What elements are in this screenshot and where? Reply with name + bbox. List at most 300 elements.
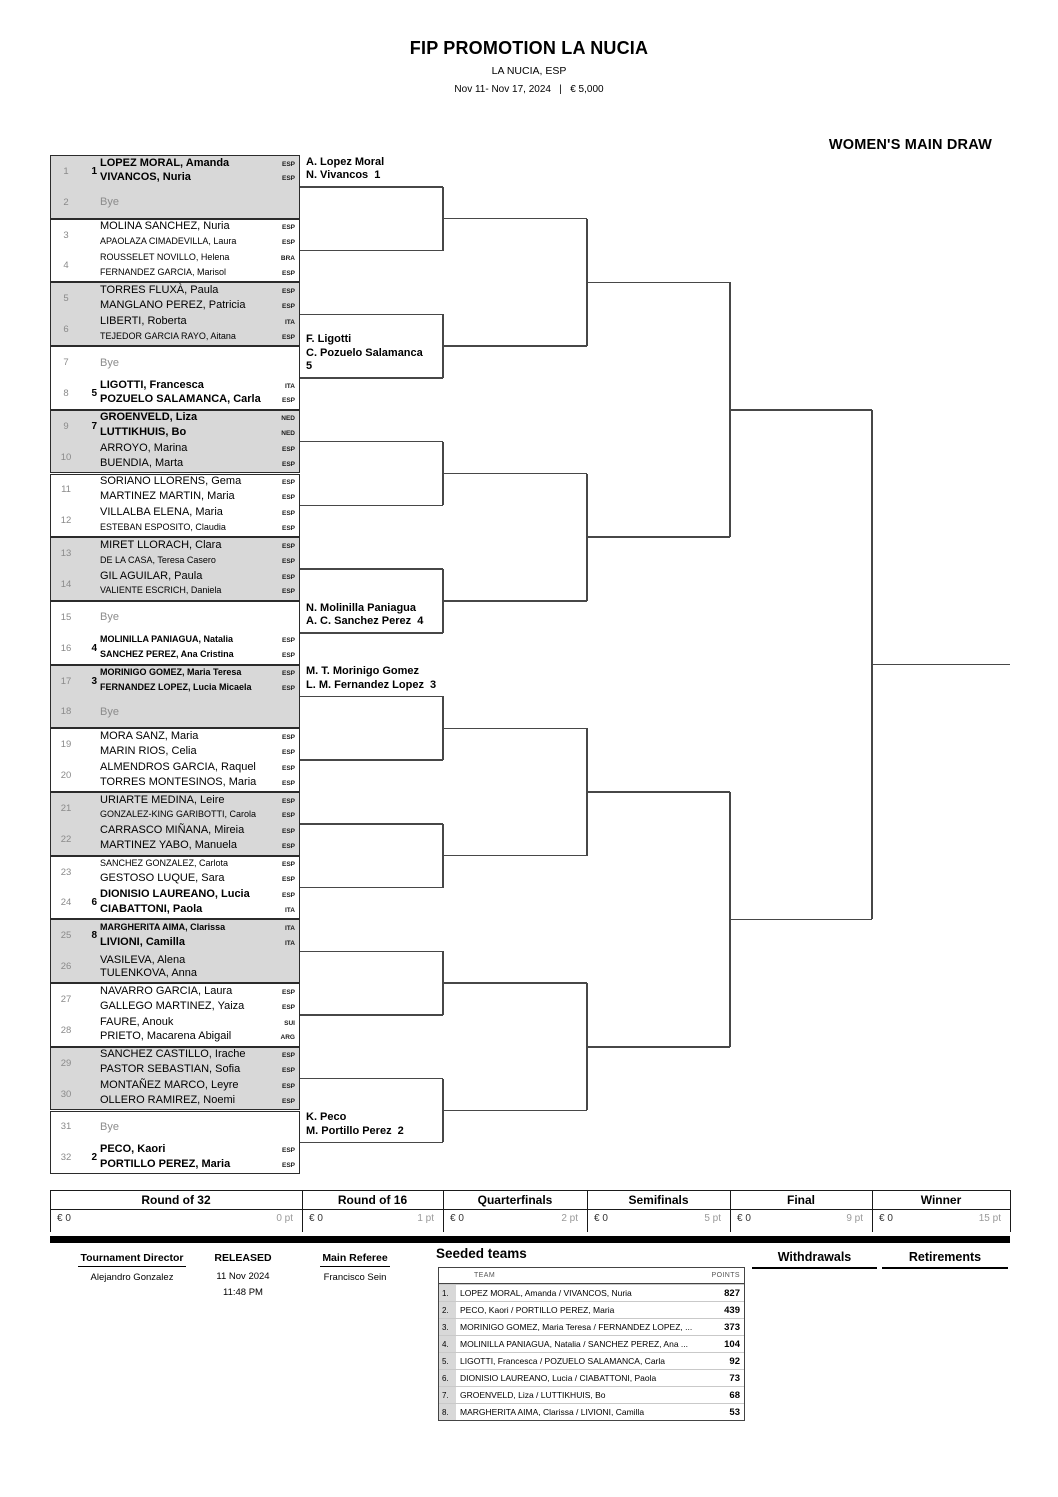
position-number: 6 <box>63 324 69 336</box>
bracket-line <box>300 759 443 761</box>
seed-number: 8 <box>91 930 97 942</box>
country-code: ESP <box>281 446 295 454</box>
team-names <box>97 1079 299 1110</box>
seeded-row <box>439 1352 744 1369</box>
team-names <box>97 251 299 282</box>
player-line <box>100 648 295 663</box>
entry-row <box>51 569 299 600</box>
seeded-col-team: TEAM <box>474 1272 496 1279</box>
position-number: 2 <box>63 196 69 208</box>
team-names <box>97 156 299 187</box>
player-line <box>100 857 295 872</box>
entry-row <box>51 951 299 982</box>
player-name: PECO, Kaori <box>100 1142 166 1155</box>
player-name: TORRES FLUXÀ, Paula <box>100 284 219 297</box>
bracket-line <box>300 887 443 889</box>
country-code: ESP <box>281 892 295 900</box>
position-number: 27 <box>60 994 72 1006</box>
player-name: VILLALBA ELENA, Maria <box>100 505 223 518</box>
player-line <box>100 1016 295 1031</box>
seeded-teams-title: Seeded teams <box>436 1246 527 1261</box>
team-names <box>97 857 299 888</box>
advancer-label <box>306 156 481 183</box>
seed-number <box>81 314 97 345</box>
country-code: SUI <box>284 1019 295 1027</box>
player-name: DIONISIO LAUREANO, Lucia <box>100 888 250 901</box>
player-line <box>100 681 295 696</box>
team-names <box>97 314 299 345</box>
seeded-row <box>439 1318 744 1335</box>
bracket-line <box>300 1142 443 1144</box>
player-name: POZUELO SALAMANCA, Carla <box>100 393 261 406</box>
entry-row <box>51 314 299 345</box>
country-code: ESP <box>281 509 295 517</box>
player-name: PORTILLO PEREZ, Maria <box>100 1157 231 1170</box>
seeded-row-team: MARGHERITA AIMA, Clarissa / LIVIONI, Camilla <box>460 1407 645 1417</box>
player-name: GALLEGO MARTINEZ, Yaiza <box>100 999 245 1012</box>
retirements-header: Retirements <box>882 1250 1008 1269</box>
bye-label: Bye <box>100 356 119 369</box>
entry-row <box>51 633 299 664</box>
player-line <box>100 411 295 426</box>
bye-label: Bye <box>100 611 119 624</box>
team-names <box>97 411 299 442</box>
position-number: 11 <box>61 484 71 496</box>
player-line <box>100 839 295 854</box>
team-names <box>97 888 299 919</box>
player-line <box>100 954 295 967</box>
entry-row <box>51 696 299 727</box>
player-name: VIVANCOS, Nuria <box>100 171 191 184</box>
seeded-row-points: 827 <box>724 1287 740 1299</box>
round-points: 9 pt <box>846 1213 863 1224</box>
position-number: 24 <box>60 897 72 909</box>
position-number: 14 <box>60 578 72 590</box>
seed-number <box>81 984 97 1015</box>
player-line <box>100 761 295 776</box>
position-number: 10 <box>60 451 72 463</box>
player-line <box>100 1048 295 1063</box>
country-code: ESP <box>281 876 295 884</box>
bracket-line <box>300 1014 443 1016</box>
seed-number <box>81 857 97 888</box>
team-names <box>97 951 299 982</box>
bracket-line <box>300 568 443 570</box>
country-code: ESP <box>281 1052 295 1060</box>
country-code: ESP <box>281 302 295 310</box>
position-number: 28 <box>60 1024 72 1036</box>
team-names <box>97 569 299 600</box>
seeded-row-num: 2. <box>439 1302 456 1318</box>
bracket-line <box>730 409 872 411</box>
player-name: SORIANO LLORENS, Gema <box>100 475 242 488</box>
position-number: 5 <box>63 293 69 305</box>
advancer-line: A. C. Sanchez Perez 4 <box>306 615 424 628</box>
bye-label: Bye <box>100 705 119 718</box>
seed-number: 4 <box>91 642 97 654</box>
round-name: Round of 16 <box>337 1193 408 1207</box>
pair-box <box>50 792 300 856</box>
position-number: 32 <box>60 1152 72 1164</box>
country-code: ESP <box>281 588 295 596</box>
seed-number <box>81 824 97 855</box>
draw-label: WOMEN'S MAIN DRAW <box>828 137 992 153</box>
seeded-row-num: 5. <box>439 1353 456 1369</box>
advancer-line: F. Ligotti <box>306 333 352 346</box>
seed-number <box>81 538 97 569</box>
player-name: LUTTIKHUIS, Bo <box>100 426 187 439</box>
player-name: TORRES MONTESINOS, Maria <box>100 775 257 788</box>
player-line <box>100 457 295 472</box>
player-name: SANCHEZ GONZALEZ, Carlota <box>100 858 229 869</box>
main-referee-block <box>305 1248 405 1283</box>
advancer-label <box>306 1111 481 1138</box>
player-line <box>100 745 295 760</box>
tournament-date-prize: Nov 11- Nov 17, 2024 | € 5,000 <box>454 84 604 95</box>
tournament-location: LA NUCIA, ESP <box>491 65 567 77</box>
advancer-label <box>306 333 481 374</box>
country-code: ESP <box>281 333 295 341</box>
pair-box <box>50 537 300 601</box>
advancer-line: N. Molinilla Paniagua <box>306 601 417 614</box>
seed-number <box>81 793 97 824</box>
entry-row <box>51 538 299 569</box>
position-number: 16 <box>60 642 72 654</box>
seed-number <box>81 1112 97 1143</box>
bracket-line <box>300 823 443 825</box>
seeded-row-team: MOLINILLA PANIAGUA, Natalia / SANCHEZ PEREZ, Ana ... <box>460 1339 689 1349</box>
header <box>0 38 1058 95</box>
bracket-line <box>443 728 587 730</box>
round-prize: € 0 <box>737 1213 751 1224</box>
seeded-row-team: PECO, Kaori / PORTILLO PEREZ, Maria <box>460 1305 615 1315</box>
position-number: 12 <box>60 515 72 527</box>
player-name: CARRASCO MIÑANA, Mireia <box>100 824 245 837</box>
seeded-row-points: 53 <box>729 1406 740 1418</box>
seeded-row-num: 8. <box>439 1404 456 1420</box>
country-code: ESP <box>281 461 295 469</box>
player-name: NAVARRO GARCIA, Laura <box>100 984 233 997</box>
seeded-row-num: 1. <box>439 1285 456 1301</box>
pair-box <box>50 410 300 474</box>
team-names <box>97 538 299 569</box>
pair-box <box>50 474 300 538</box>
player-line <box>100 506 295 521</box>
player-line <box>100 554 295 569</box>
country-code: ESP <box>281 1083 295 1091</box>
bye-label: Bye <box>100 1120 119 1133</box>
player-name: ARROYO, Marina <box>100 442 188 455</box>
seeded-row <box>439 1335 744 1352</box>
team-names <box>97 1015 299 1046</box>
player-line <box>100 633 295 648</box>
seed-number <box>81 729 97 760</box>
round-name: Semifinals <box>628 1193 689 1207</box>
player-line <box>100 794 295 809</box>
player-name: MONTAÑEZ MARCO, Leyre <box>100 1079 239 1092</box>
pair-box <box>50 983 300 1047</box>
bracket-line <box>730 919 872 921</box>
seeded-col-points: POINTS <box>711 1272 740 1279</box>
seed-number: 3 <box>91 675 97 687</box>
position-number: 23 <box>60 866 72 878</box>
bracket-line <box>587 1046 730 1048</box>
bracket-line <box>300 314 443 316</box>
seed-number: 7 <box>91 420 97 432</box>
team-names <box>97 378 299 409</box>
player-line <box>100 393 295 408</box>
player-line <box>100 539 295 554</box>
bracket-line <box>587 536 730 538</box>
seeded-row-points: 373 <box>724 1321 740 1333</box>
player-line <box>100 157 295 172</box>
round-prize: € 0 <box>309 1213 323 1224</box>
seed-number <box>81 569 97 600</box>
country-code: ITA <box>285 906 295 914</box>
player-name: LIVIONI, Camilla <box>100 935 185 948</box>
round-name: Round of 32 <box>141 1193 211 1207</box>
seeded-row-num: 6. <box>439 1370 456 1386</box>
position-number: 30 <box>60 1088 72 1100</box>
seeded-row-team: LOPEZ MORAL, Amanda / VIVANCOS, Nuria <box>460 1288 632 1298</box>
entry-row <box>51 378 299 409</box>
country-code: ESP <box>281 493 295 501</box>
entry-row <box>51 1142 299 1173</box>
position-number: 7 <box>63 357 69 369</box>
entry-row <box>51 666 299 697</box>
position-number: 25 <box>60 930 72 942</box>
country-code: ARG <box>280 1034 295 1042</box>
entry-row <box>51 824 299 855</box>
bracket-line <box>443 473 587 475</box>
bracket-line <box>443 982 587 984</box>
seeded-num-header <box>439 1268 456 1283</box>
player-line <box>100 521 295 536</box>
entry-row <box>51 984 299 1015</box>
player-line <box>100 985 295 1000</box>
released-date: 11 Nov 2024 <box>216 1271 270 1282</box>
country-code: ESP <box>281 764 295 772</box>
player-name: URIARTE MEDINA, Leire <box>100 793 225 806</box>
pair-box <box>50 282 300 346</box>
bracket-line <box>300 186 443 188</box>
player-name: LIGOTTI, Francesca <box>100 378 204 391</box>
country-code: ESP <box>281 797 295 805</box>
player-name: GROENVELD, Liza <box>100 411 198 424</box>
team-names <box>97 729 299 760</box>
main-referee-name: Francisco Sein <box>323 1272 387 1283</box>
advancer-line: M. Portillo Perez 2 <box>306 1124 404 1137</box>
country-code: ESP <box>281 397 295 405</box>
advancer-line: K. Peco <box>306 1111 347 1124</box>
player-line <box>100 921 295 936</box>
pair-box <box>50 346 300 410</box>
team-names <box>97 442 299 473</box>
entry-row <box>51 411 299 442</box>
player-line <box>100 1143 295 1158</box>
player-name: MORINIGO GOMEZ, Maria Teresa <box>100 667 242 678</box>
country-code: ESP <box>281 779 295 787</box>
player-line <box>100 490 295 505</box>
player-name: GESTOSO LUQUE, Sara <box>100 872 225 885</box>
released-label: RELEASED <box>214 1252 272 1264</box>
player-line <box>100 1000 295 1015</box>
main-referee-label: Main Referee <box>320 1252 389 1267</box>
player-name: MARGHERITA AIMA, Clarissa <box>100 922 226 933</box>
player-name: ALMENDROS GARCIA, Raquel <box>100 760 256 773</box>
player-line <box>100 730 295 745</box>
player-name: MIRET LLORACH, Clara <box>100 538 222 551</box>
round-prize: € 0 <box>879 1213 893 1224</box>
country-code: ESP <box>281 479 295 487</box>
entry-row <box>51 729 299 760</box>
withdrawals-header: Withdrawals <box>752 1250 877 1269</box>
player-name: TEJEDOR GARCIA RAYO, Aitana <box>100 330 236 341</box>
country-code: ESP <box>281 812 295 820</box>
seed-number: 1 <box>91 165 97 177</box>
seed-number <box>81 187 97 218</box>
seed-number: 5 <box>91 387 97 399</box>
player-name: GIL AGUILAR, Paula <box>100 569 203 582</box>
country-code: ESP <box>281 542 295 550</box>
bracket-line <box>300 951 443 953</box>
player-line <box>100 235 295 250</box>
player-name: MARTINEZ MARTIN, Maria <box>100 489 235 502</box>
team-names <box>97 760 299 791</box>
seed-number <box>81 1079 97 1110</box>
player-line <box>100 903 295 918</box>
bracket-line <box>587 282 730 284</box>
bracket-line <box>300 250 443 252</box>
player-line <box>100 1079 295 1094</box>
team-names <box>97 1142 299 1173</box>
seed-number <box>81 760 97 791</box>
team-names <box>97 984 299 1015</box>
country-code: ESP <box>281 557 295 565</box>
player-line <box>100 379 295 394</box>
pair-box <box>50 219 300 283</box>
position-number: 26 <box>60 961 72 973</box>
entry-row <box>51 888 299 919</box>
position-number: 1 <box>63 165 69 177</box>
country-code: ESP <box>281 1098 295 1106</box>
player-line <box>100 666 295 681</box>
player-line <box>100 1063 295 1078</box>
entry-row <box>51 1048 299 1079</box>
entry-row <box>51 920 299 951</box>
seeded-row <box>439 1403 744 1420</box>
advancer-line: N. Vivancos 1 <box>306 169 381 182</box>
player-name: FERNANDEZ LOPEZ, Lucia Micaela <box>100 682 252 693</box>
seed-number <box>81 602 97 633</box>
country-code: ESP <box>281 1161 295 1169</box>
player-line <box>100 220 295 235</box>
seeded-row-num: 4. <box>439 1336 456 1352</box>
position-number: 19 <box>60 739 72 751</box>
advancer-label <box>306 602 481 629</box>
seeded-row-team: DIONISIO LAUREANO, Lucia / CIABATTONI, Paola <box>460 1373 657 1383</box>
released-block <box>183 1248 303 1298</box>
team-names <box>97 920 299 951</box>
player-name: FERNANDEZ GARCIA, Marisol <box>100 266 227 277</box>
seeded-row-points: 104 <box>724 1338 740 1350</box>
country-code: ITA <box>285 939 295 947</box>
player-name: CIABATTONI, Paola <box>100 902 203 915</box>
entry-row <box>51 602 299 633</box>
round-prize: € 0 <box>450 1213 464 1224</box>
table-line <box>1010 1190 1011 1232</box>
player-name: PASTOR SEBASTIAN, Sofia <box>100 1063 241 1076</box>
seeded-row-points: 73 <box>729 1372 740 1384</box>
seeded-row <box>439 1386 744 1403</box>
round-name: Winner <box>920 1193 962 1207</box>
team-names <box>97 505 299 536</box>
seeded-row-points: 439 <box>724 1304 740 1316</box>
seeded-row-points: 92 <box>729 1355 740 1367</box>
player-line <box>100 171 295 186</box>
position-number: 18 <box>60 706 72 718</box>
player-line <box>100 284 295 299</box>
bracket-line <box>300 696 443 698</box>
player-name: MORA SANZ, Maria <box>100 729 199 742</box>
seeded-row <box>439 1369 744 1386</box>
player-line <box>100 315 295 330</box>
player-line <box>100 1030 295 1045</box>
player-line <box>100 475 295 490</box>
country-code: ESP <box>281 1003 295 1011</box>
entry-row <box>51 283 299 314</box>
player-name: FAURE, Anouk <box>100 1015 174 1028</box>
pair-box <box>50 665 300 729</box>
country-code: ITA <box>285 318 295 326</box>
player-name: DE LA CASA, Teresa Casero <box>100 554 216 565</box>
country-code: ESP <box>281 637 295 645</box>
team-names <box>97 666 299 697</box>
team-names <box>97 220 299 251</box>
country-code: ESP <box>281 652 295 660</box>
player-line <box>100 1158 295 1173</box>
entry-row <box>51 251 299 282</box>
seeded-header-row <box>439 1268 744 1284</box>
entry-row <box>51 475 299 506</box>
seed-number <box>81 442 97 473</box>
seeded-row <box>439 1301 744 1318</box>
player-name: GONZALEZ-KING GARIBOTTI, Carola <box>100 809 257 820</box>
seeded-row <box>439 1284 744 1301</box>
player-name: SANCHEZ CASTILLO, Irache <box>100 1048 246 1061</box>
position-number: 8 <box>63 387 69 399</box>
country-code: ESP <box>281 1146 295 1154</box>
position-number: 3 <box>63 229 69 241</box>
country-code: ESP <box>281 828 295 836</box>
section-divider <box>50 1236 1010 1243</box>
player-name: BUENDIA, Marta <box>100 457 184 470</box>
seed-number: 2 <box>91 1152 97 1164</box>
entry-row <box>51 793 299 824</box>
seeded-row-num: 3. <box>439 1319 456 1335</box>
player-line <box>100 936 295 951</box>
team-names <box>97 1048 299 1079</box>
seeded-row-team: MORINIGO GOMEZ, Maria Teresa / FERNANDEZ LOPEZ, ... <box>460 1322 693 1332</box>
player-line <box>100 299 295 314</box>
position-number: 21 <box>60 802 72 814</box>
player-line <box>100 570 295 585</box>
team-names <box>97 283 299 314</box>
seed-number <box>81 1015 97 1046</box>
country-code: ESP <box>281 1067 295 1075</box>
position-number: 20 <box>60 770 72 782</box>
country-code: ITA <box>285 382 295 390</box>
